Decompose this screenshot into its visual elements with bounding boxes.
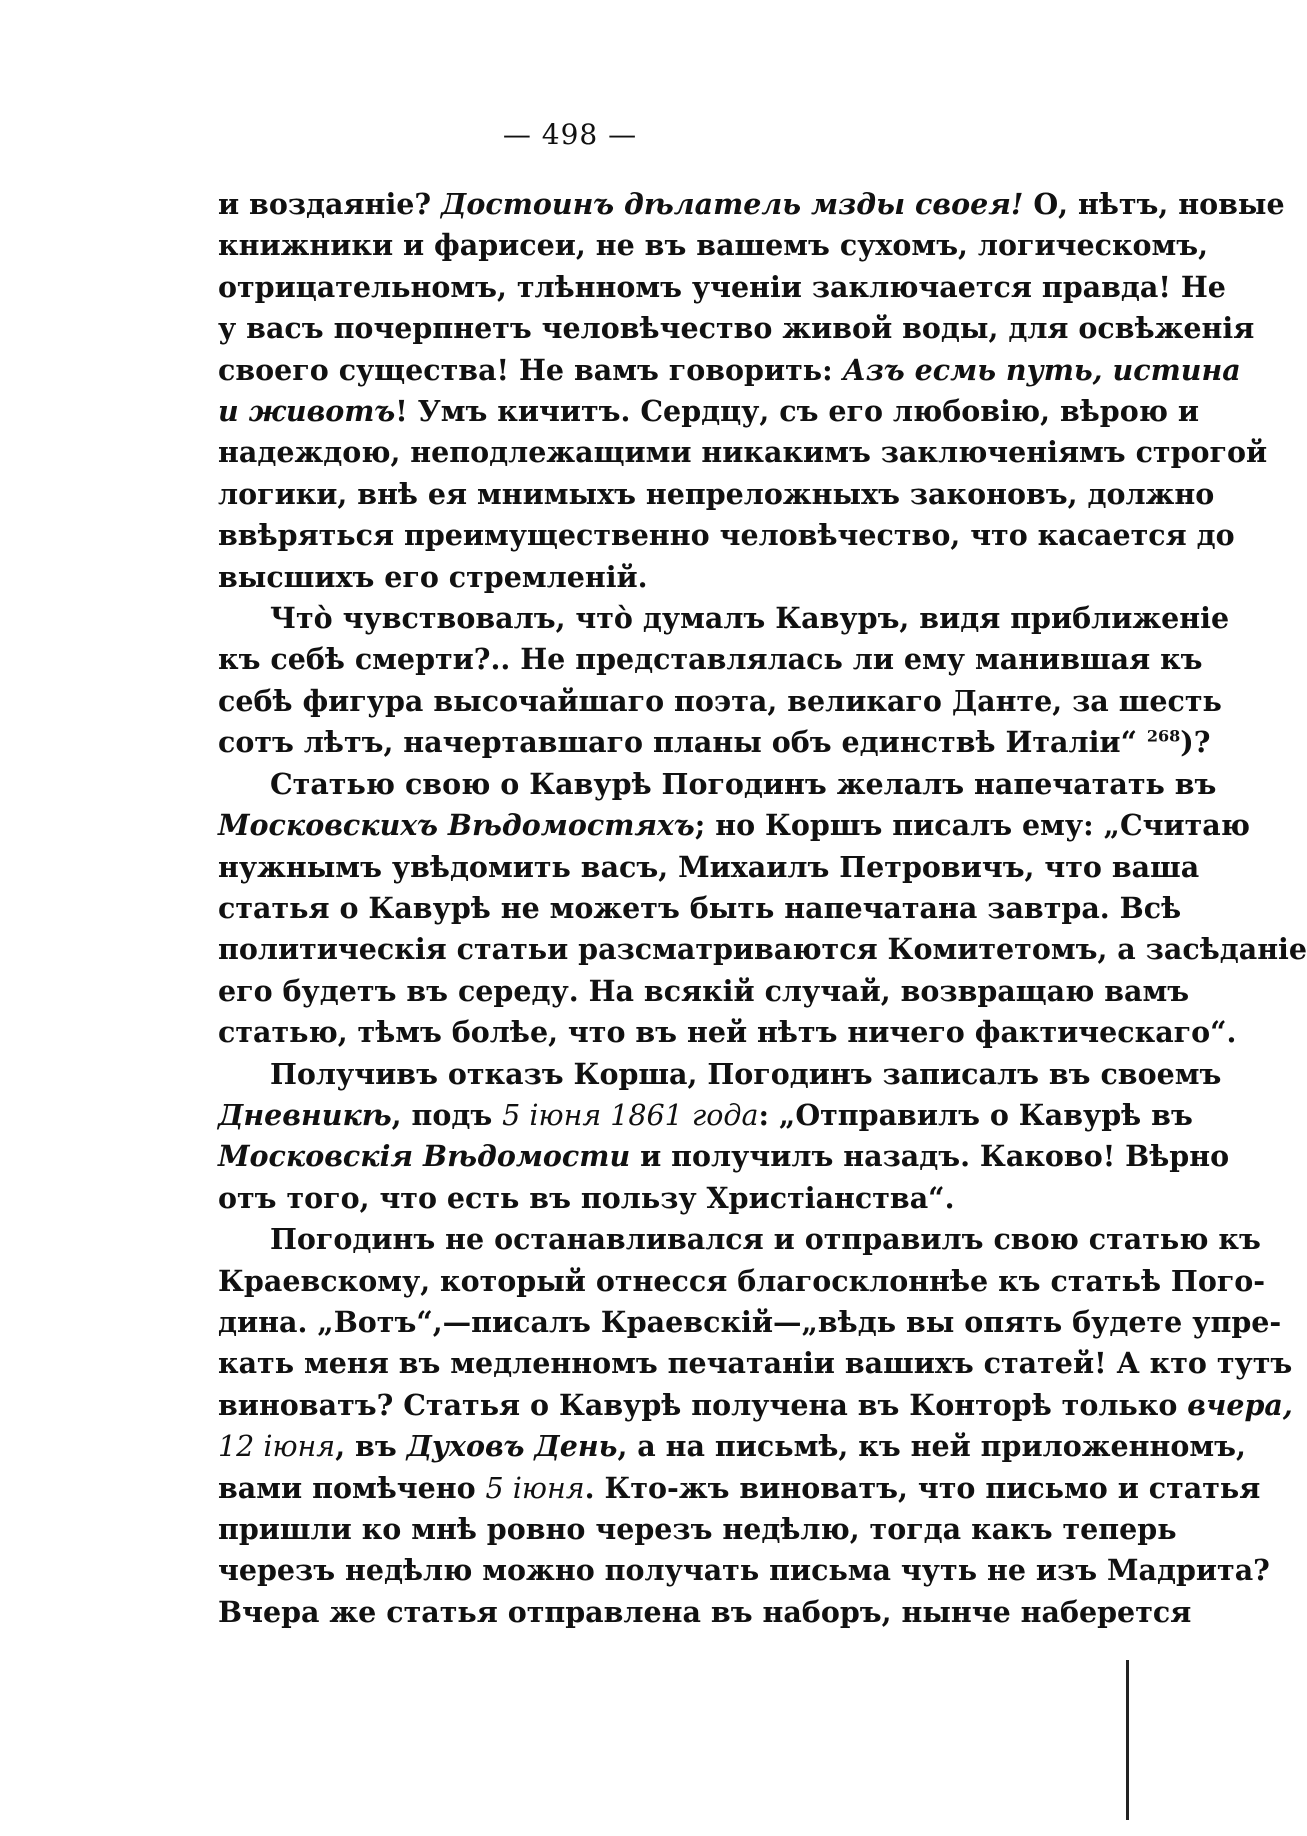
text-run: политическія статьи разсматриваются Комитетомъ, а засѣданіе: [218, 932, 1307, 967]
page-number: — 498 —: [502, 118, 638, 151]
text-line: [218, 639, 1203, 680]
text-line: [218, 474, 1215, 515]
text-line: [218, 1178, 1098, 1219]
text-line: [218, 350, 1241, 391]
text-run: статья о Кавурѣ не можетъ быть напечатана завтра. Всѣ: [218, 890, 1182, 925]
text-line: [218, 1136, 1230, 1177]
text-line: [218, 1426, 1246, 1467]
body-text: [218, 184, 1307, 1633]
italic-text: Духовъ День: [406, 1429, 618, 1464]
text-run: книжники и фарисеи, не въ вашемъ сухомъ, логическомъ,: [218, 228, 1209, 263]
text-run: О, нѣтъ, новые: [1023, 187, 1285, 221]
text-run: логики, внѣ ея мнимыхъ непреложныхъ законовъ, должно: [218, 476, 1215, 511]
italic-text: Дневникѣ: [218, 1097, 392, 1132]
text-run: и получилъ назадъ. Каково! Вѣрно: [630, 1139, 1230, 1174]
text-line: [218, 929, 1307, 970]
text-run: своего существа! Не вамъ говорить:: [218, 352, 843, 387]
text-line: [218, 432, 1268, 473]
text-line: [218, 681, 1222, 722]
text-run: Чтò чувствовалъ, чтò думалъ Кавуръ, видя приближеніе: [270, 601, 1230, 636]
italic-text: Московскія Вѣдомости: [218, 1139, 631, 1174]
text-run: , подъ: [391, 1097, 503, 1132]
italic-text: Азъ есмь путь, истина: [842, 352, 1241, 387]
text-line: [218, 225, 1209, 266]
text-line: [218, 1012, 1237, 1053]
text-run: себѣ фигура высочайшаго поэта, великаго Данте, за шесть: [218, 683, 1222, 718]
text-line: [218, 1219, 1261, 1260]
text-run: кать меня въ медленномъ печатаніи вашихъ статей! А кто тутъ: [218, 1346, 1293, 1381]
text-run: черезъ недѣлю можно получать письма чуть не изъ Мадрита?: [218, 1553, 1270, 1588]
footnote-ref: 268: [1146, 726, 1181, 746]
text-run: у васъ почерпнетъ человѣчество живой воды, для освѣженія: [218, 311, 1255, 346]
text-line: [218, 1261, 1266, 1302]
text-line: [218, 1592, 1192, 1633]
italic-text: Достоинъ дѣлатель мзды своея!: [441, 187, 1024, 221]
text-line: [218, 847, 1200, 888]
scan-edge-mark: [1126, 1660, 1129, 1820]
text-run: ; но Коршъ писалъ ему: „Считаю: [694, 808, 1250, 843]
text-line: [218, 598, 1230, 639]
text-run: Получивъ отказъ Корша, Погодинъ записалъ въ своемъ: [270, 1056, 1222, 1091]
italic-date: 5 іюня 1861 года: [502, 1098, 759, 1132]
text-run: ввѣряться преимущественно человѣчество, что касается до: [218, 518, 1235, 553]
text-run: отъ того, что есть въ пользу Христіанства“.: [218, 1180, 955, 1215]
text-run: Краевскому, который отнесся благосклоннѣе къ статьѣ Пого-: [218, 1263, 1266, 1298]
text-line: [218, 391, 1200, 432]
text-line: [218, 805, 1250, 846]
text-line: [218, 557, 1098, 598]
text-run: сотъ лѣтъ, начертавшаго планы объ единствѣ Италіи“: [218, 725, 1147, 760]
text-run: , а на письмѣ, къ ней приложенномъ,: [617, 1429, 1246, 1464]
text-line: [218, 764, 1217, 805]
text-line: [218, 1054, 1222, 1095]
text-run: отрицательномъ, тлѣнномъ ученіи заключается правда! Не: [218, 269, 1226, 304]
text-line: [218, 1509, 1177, 1550]
text-line: [218, 1095, 1193, 1136]
text-line: [218, 1343, 1293, 1384]
text-run: Вчера же статья отправлена въ наборъ, нынче наберется: [218, 1594, 1192, 1629]
text-run: : „Отправилъ о Кавурѣ въ: [758, 1097, 1193, 1132]
text-line: [218, 722, 1211, 763]
text-line: [218, 184, 1285, 225]
text-line: [218, 308, 1255, 349]
text-line: [218, 1302, 1282, 1343]
text-run: высшихъ его стремленій.: [218, 559, 648, 594]
italic-text: вчера,: [1187, 1387, 1293, 1422]
text-line: [218, 1550, 1270, 1591]
text-run: пришли ко мнѣ ровно черезъ недѣлю, тогда какъ теперь: [218, 1512, 1177, 1546]
italic-text: и животъ: [218, 394, 396, 429]
text-line: [218, 1468, 1261, 1509]
text-run: къ себѣ смерти?.. Не представлялась ли ему манившая къ: [218, 642, 1203, 677]
text-run: его будетъ въ середу. На всякій случай, возвращаю вамъ: [218, 973, 1190, 1008]
text-run: дина. „Вотъ“,—писалъ Краевскій—„вѣдь вы опять будете упре-: [218, 1304, 1282, 1339]
text-line: [218, 515, 1235, 556]
text-run: нужнымъ увѣдомить васъ, Михаилъ Петровичъ, что ваша: [218, 849, 1200, 884]
text-line: [218, 971, 1190, 1012]
text-line: [218, 888, 1182, 929]
text-line: [218, 267, 1226, 308]
italic-text: Московскихъ Вѣдомостяхъ: [218, 808, 695, 843]
text-run: . Кто-жъ виноватъ, что письмо и статья: [584, 1470, 1261, 1505]
text-run: виноватъ? Статья о Кавурѣ получена въ Конторѣ только: [218, 1387, 1188, 1422]
text-run: вами помѣчено: [218, 1470, 486, 1505]
text-run: ! Умъ кичитъ. Сердцу, съ его любовію, вѣрою и: [395, 394, 1200, 429]
italic-date: 12 іюня: [218, 1430, 336, 1464]
text-run: статью, тѣмъ болѣе, что въ ней нѣтъ ничего фактическаго“.: [218, 1015, 1237, 1050]
text-run: , въ: [335, 1429, 407, 1464]
text-run: )?: [1180, 725, 1211, 760]
text-run: Статью свою о Кавурѣ Погодинъ желалъ напечатать въ: [270, 766, 1217, 801]
text-run: и воздаяніе?: [218, 187, 442, 221]
italic-date: 5 іюня: [485, 1471, 585, 1505]
text-run: надеждою, неподлежащими никакимъ заключеніямъ строгой: [218, 435, 1268, 470]
text-run: Погодинъ не останавливался и отправилъ свою статью къ: [270, 1222, 1261, 1257]
text-line: [218, 1385, 1293, 1426]
